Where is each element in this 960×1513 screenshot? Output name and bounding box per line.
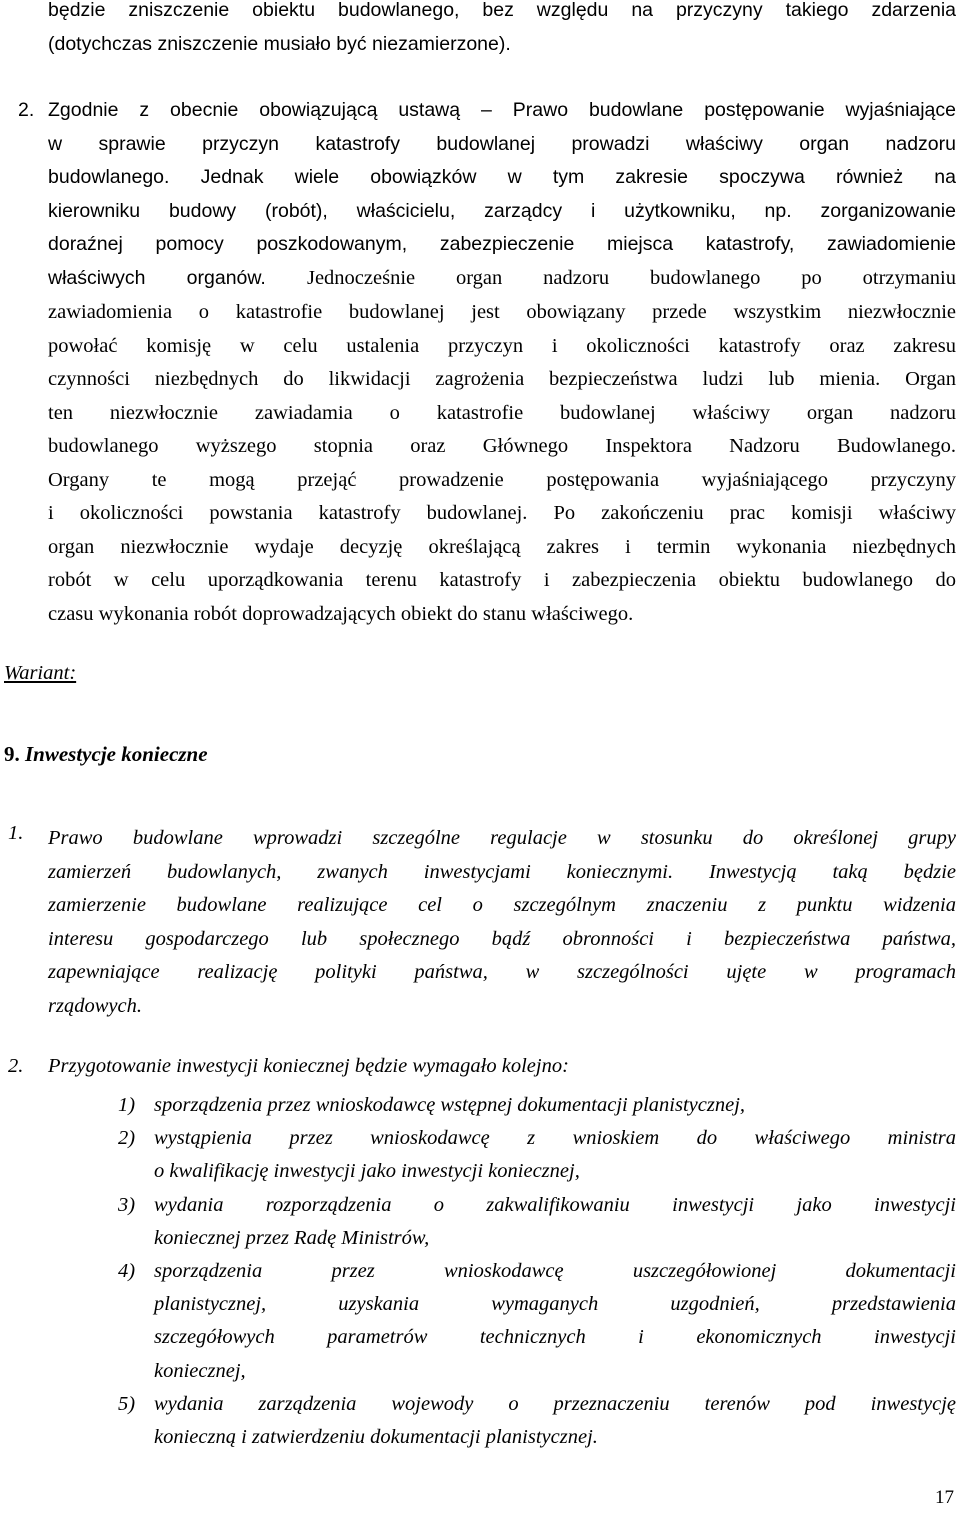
text-line: sporządzenia przez wnioskodawcę uszczegółowionej dokumentacji: [154, 1260, 956, 1283]
section-number: 9.: [4, 742, 20, 766]
list-number: 5): [118, 1392, 136, 1415]
text-fragment: Jednocześnie organ nadzoru budowlanego po otrzymaniu: [306, 267, 956, 289]
text-line: o kwalifikację inwestycji jako inwestycji koniecznej,: [154, 1160, 580, 1183]
text-line: i okoliczności powstania katastrofy budowlanej. Po zakończeniu prac komisji właściwy: [48, 502, 956, 524]
text-line: czasu wykonania robót doprowadzających obiekt do stanu właściwego.: [48, 602, 634, 625]
text-line: Zgodnie z obecnie obowiązującą ustawą – Prawo budowlane postępowanie wyjaśniające: [48, 99, 956, 121]
text-line: planistycznej, uzyskania wymaganych uzgodnień, przedstawienia: [154, 1293, 956, 1316]
text-line: (dotychczas zniszczenie musiało być niezamierzone).: [48, 32, 511, 55]
text-line: kierowniku budowy (robót), właścicielu, zarządcy i użytkowniku, np. zorganizowanie: [48, 199, 956, 222]
list-item: [118, 1388, 956, 1454]
list-item: [118, 1255, 956, 1388]
list-number: 2): [118, 1127, 136, 1150]
top-paragraph: [48, 0, 956, 61]
text-line: wydania zarządzenia wojewody o przeznaczeniu terenów pod inwestycję: [154, 1392, 956, 1415]
item2-serif-block: [48, 296, 956, 631]
item2-mixed-line: [48, 262, 956, 295]
text-line: zamierzeń budowlanych, zwanych inwestycjami koniecznymi. Inwestycją taką będzie: [48, 860, 956, 883]
text-line: organ niezwłocznie wydaje decyzję określającą zakres i termin wykonania niezbędnych: [48, 535, 956, 558]
text-line: zawiadomienia o katastrofie budowlanej jest obowiązany przede wszystkim niezwłocznie: [48, 301, 956, 323]
point2-intro: Przygotowanie inwestycji koniecznej będzie wymagało kolejno:: [48, 1055, 569, 1077]
list-item: [118, 1189, 956, 1255]
variant-label: Wariant:: [4, 662, 77, 684]
text-line: wystąpienia przez wnioskodawcę z wnioskiem do właściwego ministra: [154, 1127, 956, 1150]
text-line: powołać komisję w celu ustalenia przyczyn i okoliczności katastrofy oraz zakresu: [48, 334, 956, 357]
list-item: [118, 1122, 956, 1188]
text-line: szczegółowych parametrów technicznych i ekonomicznych inwestycji: [154, 1326, 956, 1349]
list-number: 4): [118, 1260, 136, 1283]
text-line: Organy te mogą przejąć prowadzenie postępowania wyjaśniającego przyczyny: [48, 468, 956, 491]
text-line: zapewniające realizację polityki państwa, w szczególności ujęte w programach: [48, 961, 956, 983]
point1-number: 1.: [8, 822, 24, 844]
item-number: 2.: [18, 99, 35, 121]
text-line: koniecznej,: [154, 1359, 246, 1382]
text-line: konieczną i zatwierdzeniu dokumentacji planistycznej.: [154, 1426, 598, 1449]
item2-sans-block: [48, 94, 956, 262]
point2-list: [118, 1089, 956, 1454]
section-heading: [4, 742, 208, 767]
text-line: Prawo budowlane wprowadzi szczególne regulacje w stosunku do określonej grupy: [48, 827, 956, 849]
text-line: budowlanego. Jednak wiele obowiązków w tym zakresie spoczywa również na: [48, 166, 956, 189]
text-line: wydania rozporządzenia o zakwalifikowaniu inwestycji jako inwestycji: [154, 1193, 956, 1216]
text-line: budowlanego wyższego stopnia oraz Głównego Inspektora Nadzoru Budowlanego.: [48, 435, 956, 457]
list-number: 3): [118, 1193, 136, 1216]
list-number: 1): [118, 1094, 136, 1116]
text-line: sporządzenia przez wnioskodawcę wstępnej dokumentacji planistycznej,: [154, 1094, 746, 1116]
text-line: ten niezwłocznie zawiadamia o katastrofie budowlanej właściwy organ nadzoru: [48, 401, 956, 424]
section-title: Inwestycje konieczne: [25, 742, 208, 766]
text-line: czynności niezbędnych do likwidacji zagrożenia bezpieczeństwa ludzi lub mienia. Organ: [48, 368, 956, 390]
text-line: zamierzenie budowlane realizujące cel o szczególnym znaczeniu z punktu widzenia: [48, 894, 956, 916]
text-line: koniecznej przez Radę Ministrów,: [154, 1226, 430, 1249]
text-line: będzie zniszczenie obiektu budowlanego, bez względu na przyczyny takiego zdarzenia: [48, 0, 956, 21]
page-number: 17: [935, 1487, 954, 1508]
text-line: doraźnej pomocy poszkodowanym, zabezpieczenie miejsca katastrofy, zawiadomienie: [48, 233, 956, 256]
text-line: interesu gospodarczego lub społecznego bądź obronności i bezpieczeństwa państwa,: [48, 927, 956, 950]
point1-block: [48, 822, 956, 1023]
point2-number: 2.: [8, 1055, 24, 1077]
text-line: rządowych.: [48, 994, 142, 1017]
list-item: [118, 1089, 956, 1122]
text-line: w sprawie przyczyn katastrofy budowlanej prowadzi właściwy organ nadzoru: [48, 132, 956, 155]
text-fragment: właściwych organów.: [48, 267, 266, 289]
text-line: robót w celu uporządkowania terenu katastrofy i zabezpieczenia obiektu budowlanego do: [48, 569, 956, 591]
